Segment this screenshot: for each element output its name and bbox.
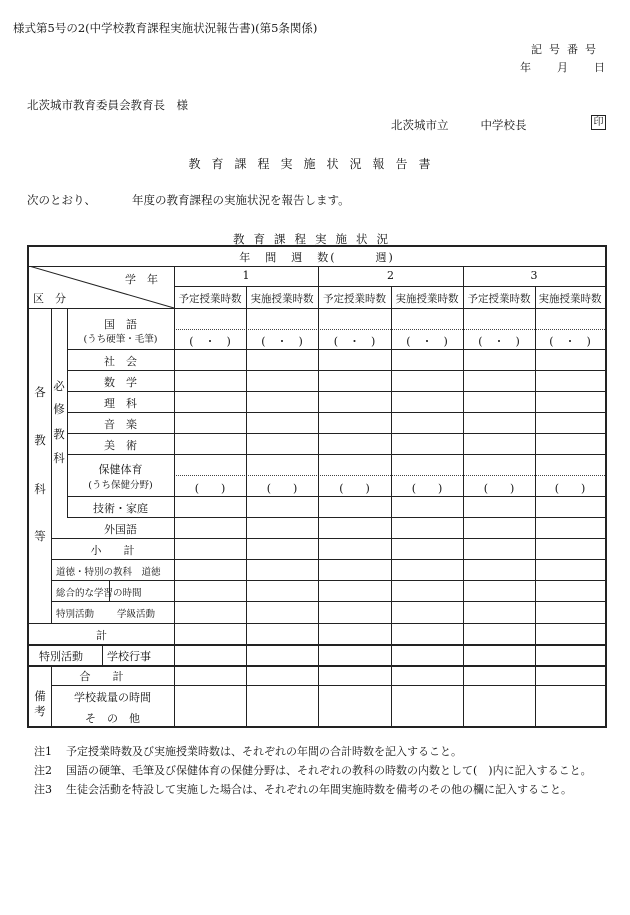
sender (391, 117, 527, 133)
subject-kokugo-sub: (うち硬筆・毛筆) (83, 334, 158, 345)
planned-hours-header: 予定授業時数 (323, 293, 386, 305)
dotted-line (174, 475, 605, 476)
note-item (34, 742, 609, 761)
integrated-study-label: 総合的な学習の時間 (56, 588, 142, 599)
note-item (34, 761, 609, 780)
group-outer-1: 各 (34, 385, 46, 399)
special-activities-label-2: 特別活動 (39, 650, 83, 663)
row-line (67, 517, 605, 518)
hoken-paren: ( ) (483, 482, 515, 495)
grade-1: 1 (242, 269, 250, 282)
kokugo-paren: ( ・ ) (406, 335, 448, 348)
subject-gijutsu: 技術・家庭 (93, 502, 148, 515)
col-line (51, 308, 52, 623)
hoken-paren: ( ) (411, 482, 443, 495)
hoken-paren: ( ) (339, 482, 370, 495)
note-item (34, 780, 609, 799)
special-activities-label: 特別活動 (56, 609, 95, 620)
school-events-label: 学校行事 (107, 650, 151, 663)
addressee: 北茨城市教育委員会教育長 様 (27, 98, 188, 112)
intro-suffix: 年度の教育課程の実施状況を報告します。 (132, 193, 350, 207)
note-text: 国語の硬筆、毛筆及び保健体育の保健分野は、それぞれの教科の時数の内数として( )内に記入すること。 (66, 764, 592, 777)
subject-shakai: 社 会 (104, 355, 137, 368)
notes (34, 742, 609, 799)
grand-total-label: 合 計 (79, 670, 124, 683)
subject-gaikokugo: 外国語 (104, 523, 137, 536)
group-inner-3: 教 (53, 427, 65, 441)
subject-hoken-sub: (うち保健分野) (88, 480, 153, 491)
row-line (67, 496, 605, 497)
planned-hours-header: 予定授業時数 (178, 293, 242, 305)
row-line (67, 454, 605, 455)
date-month: 月 (557, 61, 568, 74)
subject-rika: 理 科 (104, 397, 137, 410)
class-activities-label: 学級活動 (117, 609, 156, 620)
group-outer-2: 教 (34, 433, 46, 447)
intro-text (27, 192, 350, 208)
actual-hours-header: 実施授業時数 (250, 293, 314, 305)
total-label: 計 (96, 629, 107, 642)
group-inner-2: 修 (53, 402, 65, 416)
col-line (246, 286, 247, 726)
subject-hoken: 保健体育 (98, 463, 143, 476)
row-line (51, 601, 605, 602)
kokugo-paren: ( ・ ) (333, 335, 376, 348)
col-line (102, 644, 103, 665)
subject-kokugo: 国 語 (104, 318, 137, 331)
row-line (67, 391, 605, 392)
sender-suffix: 中学校長 (480, 118, 527, 132)
curriculum-table (27, 245, 607, 728)
group-inner-1: 必 (53, 379, 65, 393)
section-label: 区 分 (33, 292, 66, 305)
group-outer-3: 科 (34, 482, 46, 496)
row-line (51, 559, 605, 560)
planned-hours-header: 予定授業時数 (467, 293, 531, 305)
subject-ongaku: 音 楽 (104, 418, 137, 431)
document-title: 教育課程実施状況報告書 (188, 157, 442, 171)
note-number: 注1 (34, 745, 52, 758)
note-text: 予定授業時数及び実施授業時数は、それぞれの年間の合計時数を記入すること。 (66, 745, 462, 758)
row-line (51, 685, 605, 686)
reference-number-label: 記号番号 (531, 43, 603, 56)
group-outer-4: 等 (34, 529, 46, 543)
sender-prefix: 北茨城市立 (391, 118, 449, 132)
hoken-paren: ( ) (266, 482, 298, 495)
date-day: 日 (594, 61, 605, 74)
weeks-label: 年 間 週 数( 週) (239, 251, 395, 264)
hoken-paren: ( ) (194, 482, 226, 495)
grade-3: 3 (530, 269, 538, 282)
dotted-line (174, 329, 605, 330)
others-label: そ の 他 (85, 712, 140, 725)
subject-sugaku: 数 学 (104, 376, 137, 389)
row-line (67, 433, 605, 434)
grade-label: 学 年 (125, 273, 158, 286)
date-line (520, 59, 605, 75)
note-number: 注3 (34, 783, 52, 796)
date-year: 年 (520, 61, 531, 74)
kokugo-paren: ( ・ ) (261, 335, 303, 348)
table-title: 教育課程実施状況 (233, 232, 397, 246)
kokugo-paren: ( ・ ) (478, 335, 520, 348)
note-number: 注2 (34, 764, 52, 777)
seal-mark: 印 (591, 115, 606, 130)
grade-2: 2 (387, 269, 394, 282)
form-label: 様式第5号の2(中学校教育課程実施状況報告書)(第5条関係) (13, 21, 318, 35)
discretionary-time-label: 学校裁量の時間 (74, 691, 151, 704)
row-line-thick (29, 644, 605, 646)
note-text: 生徒会活動を特設して実施した場合は、それぞれの年間実施時数を備考のその他の欄に記入すること。 (66, 783, 572, 796)
kokugo-paren: ( ・ ) (549, 335, 591, 348)
row-line (67, 412, 605, 413)
hoken-paren: ( ) (554, 482, 586, 495)
row-line-thick (29, 665, 605, 667)
actual-hours-header: 実施授業時数 (395, 293, 459, 305)
row-line (51, 580, 605, 581)
intro-prefix: 次のとおり、 (27, 193, 96, 207)
moral-label: 道徳・特別の教科 道徳 (56, 567, 161, 578)
subject-bijutsu: 美 術 (104, 439, 137, 452)
row-line (51, 538, 605, 539)
row-line (29, 623, 605, 624)
remarks-label-1: 備 (34, 689, 46, 703)
row-line (67, 349, 605, 350)
col-line (535, 286, 536, 726)
col-line (391, 286, 392, 726)
group-inner-4: 科 (53, 451, 65, 465)
row-line (174, 286, 605, 287)
kokugo-paren: ( ・ ) (189, 335, 231, 348)
actual-hours-header: 実施授業時数 (538, 293, 602, 305)
row-line (67, 370, 605, 371)
subtotal-label: 小 計 (90, 544, 135, 557)
remarks-label-2: 考 (34, 704, 46, 718)
